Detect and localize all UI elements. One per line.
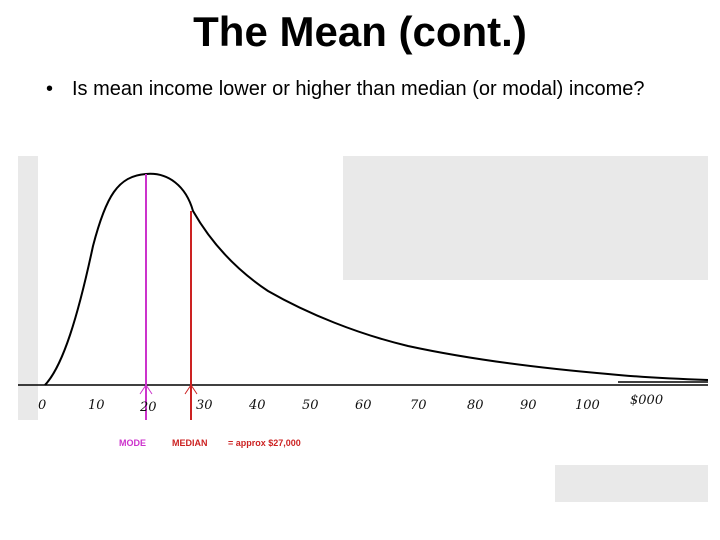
slide-title: The Mean (cont.) xyxy=(193,8,527,55)
tick-label: 90 xyxy=(520,398,537,413)
income-distribution-figure xyxy=(18,156,708,420)
mode-label: MODE xyxy=(119,438,146,448)
bullet-item xyxy=(46,78,686,100)
median-note: = approx $27,000 xyxy=(228,438,301,448)
tick-label: 0 xyxy=(38,398,47,413)
tick-label: 100 xyxy=(575,398,600,413)
tick-label: 80 xyxy=(467,398,484,413)
paper-corner xyxy=(38,156,93,182)
tick-label: 20 xyxy=(140,400,157,415)
bullet-text: Is mean income lower or higher than median (or modal) income? xyxy=(72,78,645,100)
tick-label: 70 xyxy=(410,398,427,413)
tick-label: 60 xyxy=(355,398,372,413)
income-distribution-svg xyxy=(18,156,708,420)
tick-label: $000 xyxy=(630,393,664,408)
bullet-icon: • xyxy=(46,78,54,100)
tick-label: 10 xyxy=(88,398,105,413)
scan-fragment xyxy=(555,465,708,502)
tick-label: 30 xyxy=(196,398,213,413)
tick-label: 50 xyxy=(302,398,319,413)
median-label: MEDIAN xyxy=(172,438,208,448)
tick-label: 40 xyxy=(249,398,266,413)
